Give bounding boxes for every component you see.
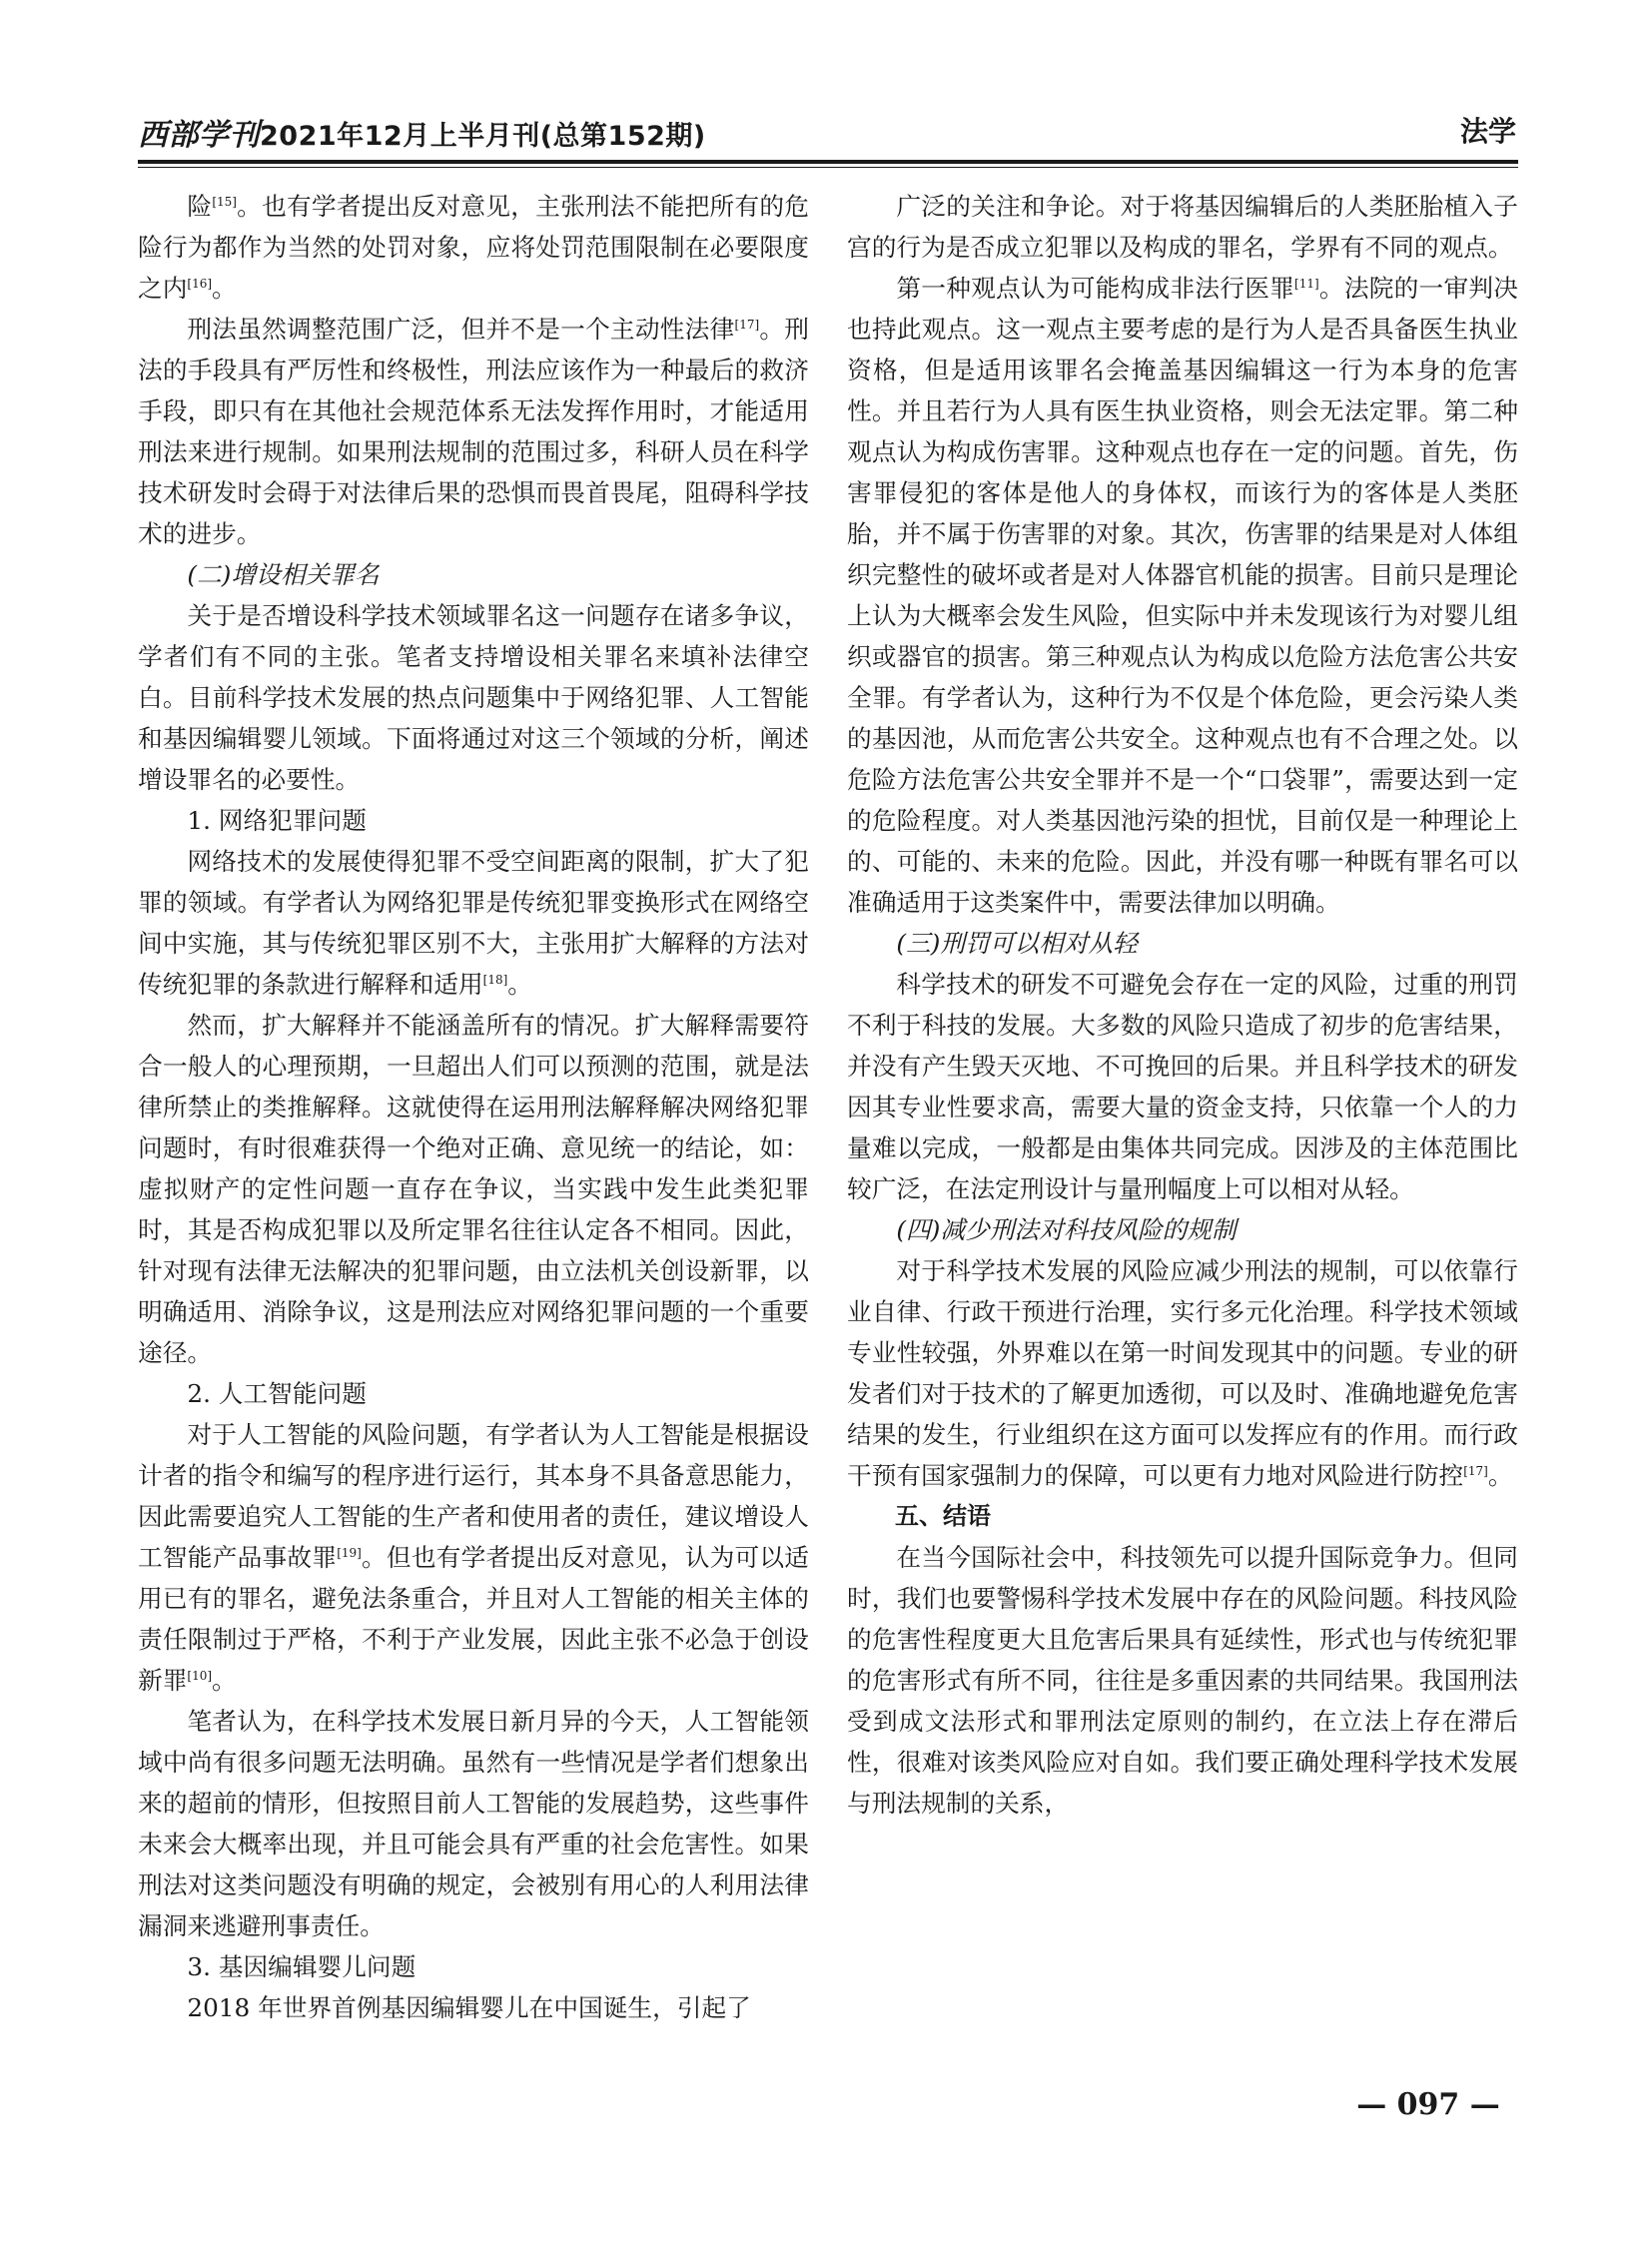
paragraph xyxy=(138,1414,809,1701)
subsubsection-heading xyxy=(138,1946,809,1987)
paragraph-text: 1. 网络犯罪问题 xyxy=(187,806,367,835)
paragraph xyxy=(847,1250,1518,1496)
paragraph-text: 。 xyxy=(212,274,237,303)
citation-ref: [15] xyxy=(212,194,237,209)
paragraph-text: 科学技术的研发不可避免会存在一定的风险，过重的刑罚不利于科技的发展。大多数的风险只造成了初步的危害结果，并没有产生毁天灭地、不可挽回的后果。并且科学技术的研发因其专业性要求高，需要大量的资金支持，只依靠一个人的力量难以完成，一般都是由集体共同完成。因涉及的主体范围比较广泛，在法定刑设计与量刑幅度上可以相对从轻。 xyxy=(847,970,1518,1203)
paragraph-text: 2. 人工智能问题 xyxy=(187,1379,367,1408)
paragraph-text: 广泛的关注和争论。对于将基因编辑后的人类胚胎植入子宫的行为是否成立犯罪以及构成的罪名，学界有不同的观点。 xyxy=(847,192,1518,262)
header-rule-thin xyxy=(138,167,1518,168)
citation-ref: [11] xyxy=(1294,276,1319,291)
paragraph xyxy=(138,309,809,554)
paragraph-text: (四)减少刑法对科技风险的规制 xyxy=(896,1215,1237,1244)
paragraph-text: 3. 基因编辑婴儿问题 xyxy=(187,1952,416,1981)
subsubsection-heading xyxy=(138,800,809,841)
paragraph-text: 险 xyxy=(187,192,213,221)
citation-ref: [16] xyxy=(187,276,213,291)
paragraph-continued xyxy=(138,186,809,309)
subsubsection-heading xyxy=(138,1373,809,1414)
right-column xyxy=(847,186,1518,1824)
paragraph-text: 。 xyxy=(212,1666,237,1695)
paragraph-text: 。也有学者提出反对意见，主张刑法不能把所有的危险行为都作为当然的处罚对象，应将处罚范围限制在必要限度之内 xyxy=(138,192,809,303)
subsection-heading xyxy=(847,1209,1518,1250)
subsection-heading xyxy=(138,554,809,595)
paragraph-text: 五、结语 xyxy=(895,1502,991,1530)
paragraph-text: 第一种观点认为可能构成非法行医罪 xyxy=(896,274,1295,303)
paragraph xyxy=(138,1987,809,2028)
paragraph-text: 。 xyxy=(1487,1461,1513,1490)
paragraph-text: 。 xyxy=(507,970,532,999)
citation-ref: [17] xyxy=(734,317,760,332)
section-label: 法学 xyxy=(1459,115,1516,148)
paragraph-text: (三)刑罚可以相对从轻 xyxy=(896,929,1138,958)
journal-logo: 西部学刊 xyxy=(138,118,260,153)
page-number: — 097 — xyxy=(1356,2087,1500,2122)
subsection-heading xyxy=(847,923,1518,964)
paragraph-text: 在当今国际社会中，科技领先可以提升国际竞争力。但同时，我们也要警惕科学技术发展中存在的风险问题。科技风险的危害性程度更大且危害后果具有延续性，形式也与传统犯罪的危害形式有所不同，往往是多重因素的共同结果。我国刑法受到成文法形式和罪刑法定原则的制约，在立法上存在滞后性，很难对该类风险应对自如。我们要正确处理科学技术发展与刑法规制的关系， xyxy=(847,1543,1518,1818)
paragraph-text: 刑法虽然调整范围广泛，但并不是一个主动性法律 xyxy=(187,315,735,344)
paragraph-text: 对于人工智能的风险问题，有学者认为人工智能是根据设计者的指令和编写的程序进行运行，其本身不具备意思能力，因此需要追究人工智能的生产者和使用者的责任，建议增设人工智能产品事故罪 xyxy=(138,1420,809,1572)
citation-ref: [17] xyxy=(1463,1463,1488,1478)
paragraph-text: 。法院的一审判决也持此观点。这一观点主要考虑的是行为人是否具备医生执业资格，但是适用该罪名会掩盖基因编辑这一行为本身的危害性。并且若行为人具有医生执业资格，则会无法定罪。第二种观点认为构成伤害罪。这种观点也存在一定的问题。首先，伤害罪侵犯的客体是他人的身体权，而该行为的客体是人类胚胎，并不属于伤害罪的对象。其次，伤害罪的结果是对人体组织完整性的破坏或者是对人体器官机能的损害。目前只是理论上认为大概率会发生风险，但实际中并未发现该行为对婴儿组织或器官的损害。第三种观点认为构成以危险方法危害公共安全罪。有学者认为，这种行为不仅是个体危险，更会污染人类的基因池，从而危害公共安全。这种观点也有不合理之处。以危险方法危害公共安全罪并不是一个“口袋罪”，需要达到一定的危险程度。对人类基因池污染的担忧，目前仅是一种理论上的、可能的、未来的危险。因此，并没有哪一种既有罪名可以准确适用于这类案件中，需要法律加以明确。 xyxy=(847,274,1518,917)
journal-title xyxy=(138,110,706,154)
paragraph xyxy=(847,964,1518,1209)
paragraph-text: 然而，扩大解释并不能涵盖所有的情况。扩大解释需要符合一般人的心理预期，一旦超出人们可以预测的范围，就是法律所禁止的类推解释。这就使得在运用刑法解释解决网络犯罪问题时，有时很难获得一个绝对正确、意见统一的结论，如：虚拟财产的定性问题一直存在争议，当实践中发生此类犯罪时，其是否构成犯罪以及所定罪名往往认定各不相同。因此，针对现有法律无法解决的犯罪问题，由立法机关创设新罪，以明确适用、消除争议，这是刑法应对网络犯罪问题的一个重要途径。 xyxy=(138,1011,809,1367)
running-header xyxy=(138,108,1516,156)
left-column xyxy=(138,186,809,2028)
paragraph-text: 2018 年世界首例基因编辑婴儿在中国诞生，引起了 xyxy=(187,1993,751,2022)
citation-ref: [19] xyxy=(337,1545,362,1560)
paragraph xyxy=(847,1537,1518,1824)
paragraph-continued xyxy=(847,186,1518,268)
paragraph-text: (二)增设相关罪名 xyxy=(187,560,380,589)
paragraph-text: 网络技术的发展使得犯罪不受空间距离的限制，扩大了犯罪的领域。有学者认为网络犯罪是传统犯罪变换形式在网络空间中实施，其与传统犯罪区别不大，主张用扩大解释的方法对传统犯罪的条款进行解释和适用 xyxy=(138,847,809,999)
paragraph-text: 笔者认为，在科学技术发展日新月异的今天，人工智能领域中尚有很多问题无法明确。虽然有一些情况是学者们想象出来的超前的情形，但按照目前人工智能的发展趋势，这些事件未来会大概率出现，并且可能会具有严重的社会危害性。如果刑法对这类问题没有明确的规定，会被别有用心的人利用法律漏洞来逃避刑事责任。 xyxy=(138,1707,809,1940)
journal-issue: 2021年12月上半月刊(总第152期) xyxy=(260,121,706,152)
citation-ref: [10] xyxy=(187,1668,213,1683)
paragraph xyxy=(138,595,809,800)
paragraph-text: 。刑法的手段具有严厉性和终极性，刑法应该作为一种最后的救济手段，即只有在其他社会规范体系无法发挥作用时，才能适用刑法来进行规制。如果刑法规制的范围过多，科研人员在科学技术研发时会碍于对法律后果的恐惧而畏首畏尾，阻碍科学技术的进步。 xyxy=(138,315,809,548)
paragraph-text: 对于科学技术发展的风险应减少刑法的规制，可以依靠行业自律、行政干预进行治理，实行多元化治理。科学技术领域专业性较强，外界难以在第一时间发现其中的问题。专业的研发者们对于技术的了解更加透彻，可以及时、准确地避免危害结果的发生，行业组织在这方面可以发挥应有的作用。而行政干预有国家强制力的保障，可以更有力地对风险进行防控 xyxy=(847,1256,1518,1490)
paragraph-text: 关于是否增设科学技术领域罪名这一问题存在诸多争议，学者们有不同的主张。笔者支持增设相关罪名来填补法律空白。目前科学技术发展的热点问题集中于网络犯罪、人工智能和基因编辑婴儿领域。下面将通过对这三个领域的分析，阐述增设罪名的必要性。 xyxy=(138,601,809,794)
citation-ref: [18] xyxy=(482,972,508,987)
paragraph-text: 。但也有学者提出反对意见，认为可以适用已有的罪名，避免法条重合，并且对人工智能的相关主体的责任限制过于严格，不利于产业发展，因此主张不必急于创设新罪 xyxy=(138,1543,809,1695)
paragraph xyxy=(847,268,1518,923)
header-rule-thick xyxy=(138,160,1518,164)
section-heading xyxy=(847,1496,1518,1537)
paragraph xyxy=(138,1701,809,1946)
paragraph xyxy=(138,841,809,1005)
paragraph xyxy=(138,1005,809,1373)
